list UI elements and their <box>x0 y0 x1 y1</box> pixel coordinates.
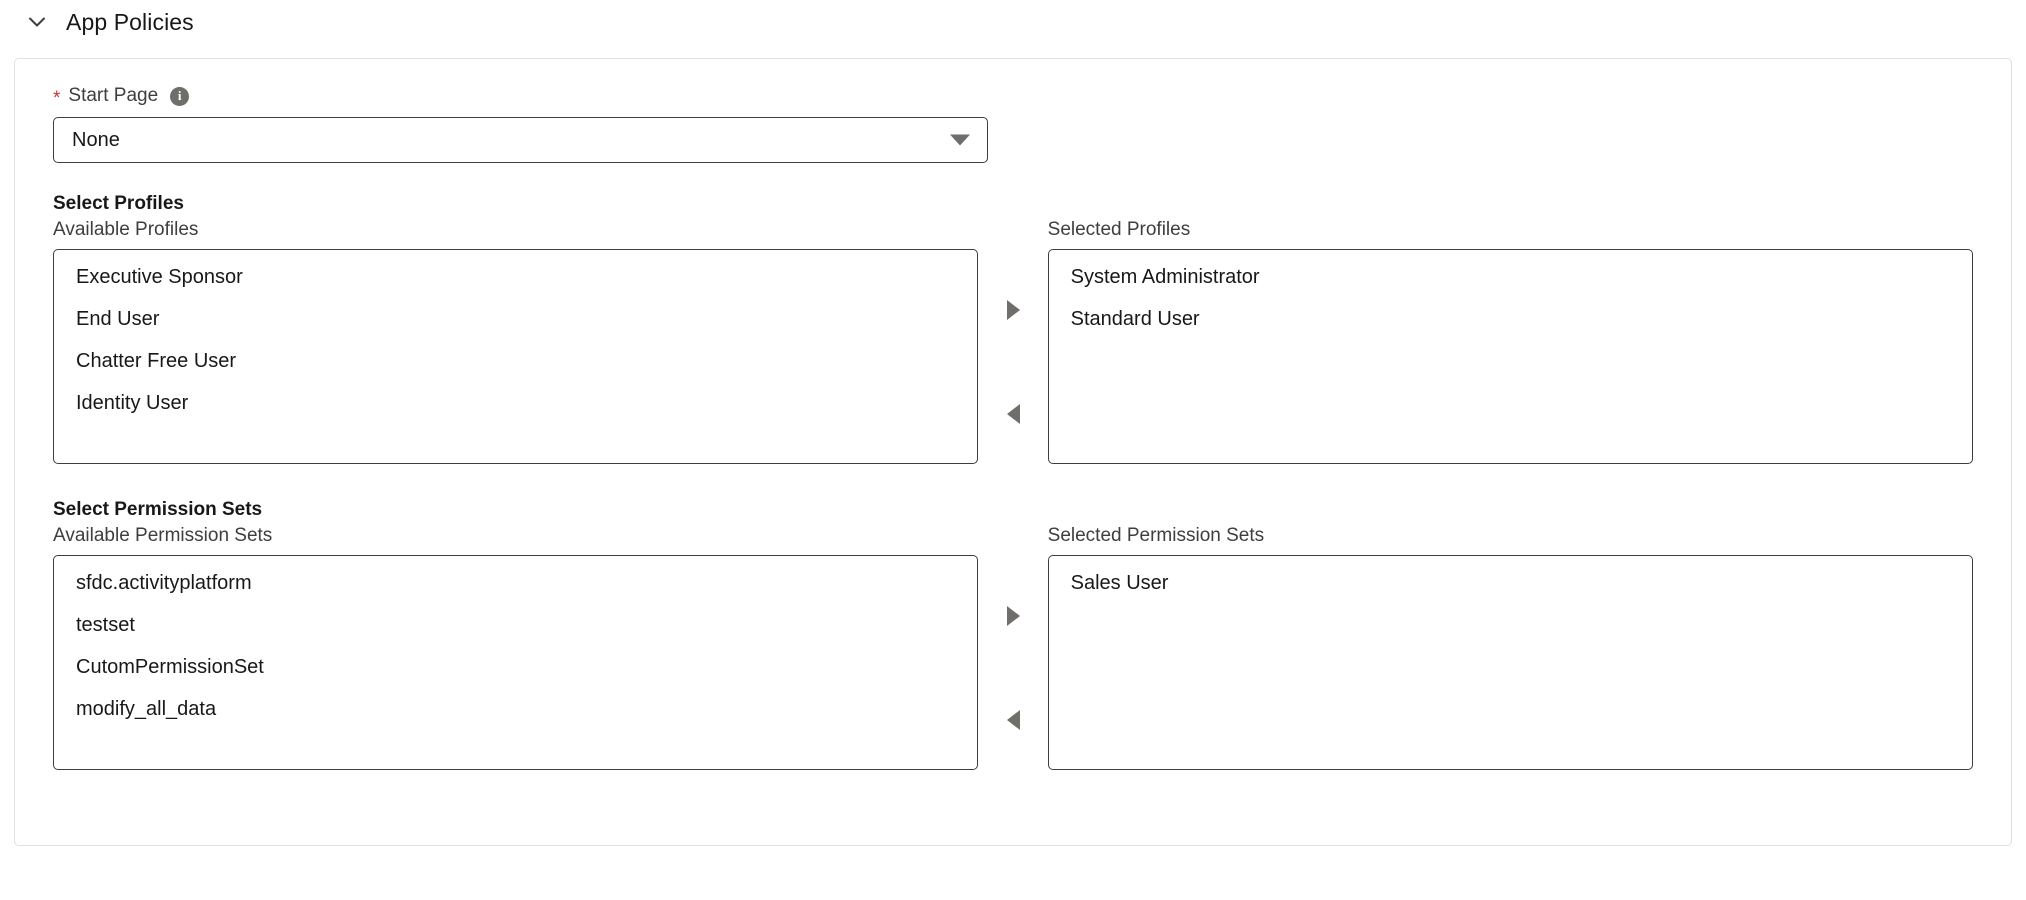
triangle-right-icon[interactable] <box>1000 297 1026 323</box>
selected-permission-sets-column <box>1048 525 1973 770</box>
select-profiles-heading: Select Profiles <box>53 193 184 214</box>
list-item[interactable]: System Administrator <box>1070 266 1260 288</box>
selected-permission-sets-label: Selected Permission Sets <box>1047 525 1265 546</box>
available-profiles-label: Available Profiles <box>53 219 199 240</box>
required-indicator: * <box>53 87 61 109</box>
list-item[interactable]: Chatter Free User <box>76 350 237 372</box>
permission-sets-move-buttons <box>978 560 1047 775</box>
list-item[interactable]: Standard User <box>1070 308 1200 330</box>
selected-profiles-label: Selected Profiles <box>1047 219 1191 240</box>
selected-permission-sets-listbox[interactable] <box>1048 555 1973 770</box>
info-icon[interactable]: i <box>170 87 189 106</box>
list-item[interactable]: modify_all_data <box>76 698 217 720</box>
select-permission-sets-heading: Select Permission Sets <box>53 499 263 520</box>
start-page-label-row <box>53 85 1973 107</box>
start-page-selected-value: None <box>72 128 120 151</box>
app-policies-card <box>14 58 2012 846</box>
page-title: App Policies <box>66 8 194 35</box>
list-item[interactable]: sfdc.activityplatform <box>76 572 252 594</box>
triangle-left-icon[interactable] <box>1000 707 1026 733</box>
list-item[interactable]: Identity User <box>76 392 189 414</box>
start-page-select-wrap <box>53 117 988 163</box>
available-permission-sets-column <box>53 525 978 770</box>
triangle-right-icon[interactable] <box>1000 603 1026 629</box>
start-page-select[interactable] <box>53 117 988 163</box>
list-item[interactable]: CutomPermissionSet <box>76 656 264 678</box>
list-item[interactable]: Executive Sponsor <box>76 266 243 288</box>
chevron-down-icon[interactable] <box>24 9 50 35</box>
available-profiles-listbox[interactable] <box>53 249 978 464</box>
profiles-move-buttons <box>978 254 1047 469</box>
list-item[interactable]: Sales User <box>1070 572 1169 594</box>
triangle-left-icon[interactable] <box>1000 401 1026 427</box>
available-permission-sets-listbox[interactable] <box>53 555 978 770</box>
selected-profiles-column <box>1048 219 1973 464</box>
available-profiles-column <box>53 219 978 464</box>
list-item[interactable]: testset <box>76 614 135 636</box>
available-permission-sets-label: Available Permission Sets <box>53 525 273 546</box>
selected-profiles-listbox[interactable] <box>1048 249 1973 464</box>
section-header <box>14 0 2012 44</box>
start-page-label: Start Page <box>68 85 159 106</box>
permission-sets-dueling-picklist <box>53 525 1973 775</box>
list-item[interactable]: End User <box>76 308 160 330</box>
profiles-dueling-picklist <box>53 219 1973 469</box>
